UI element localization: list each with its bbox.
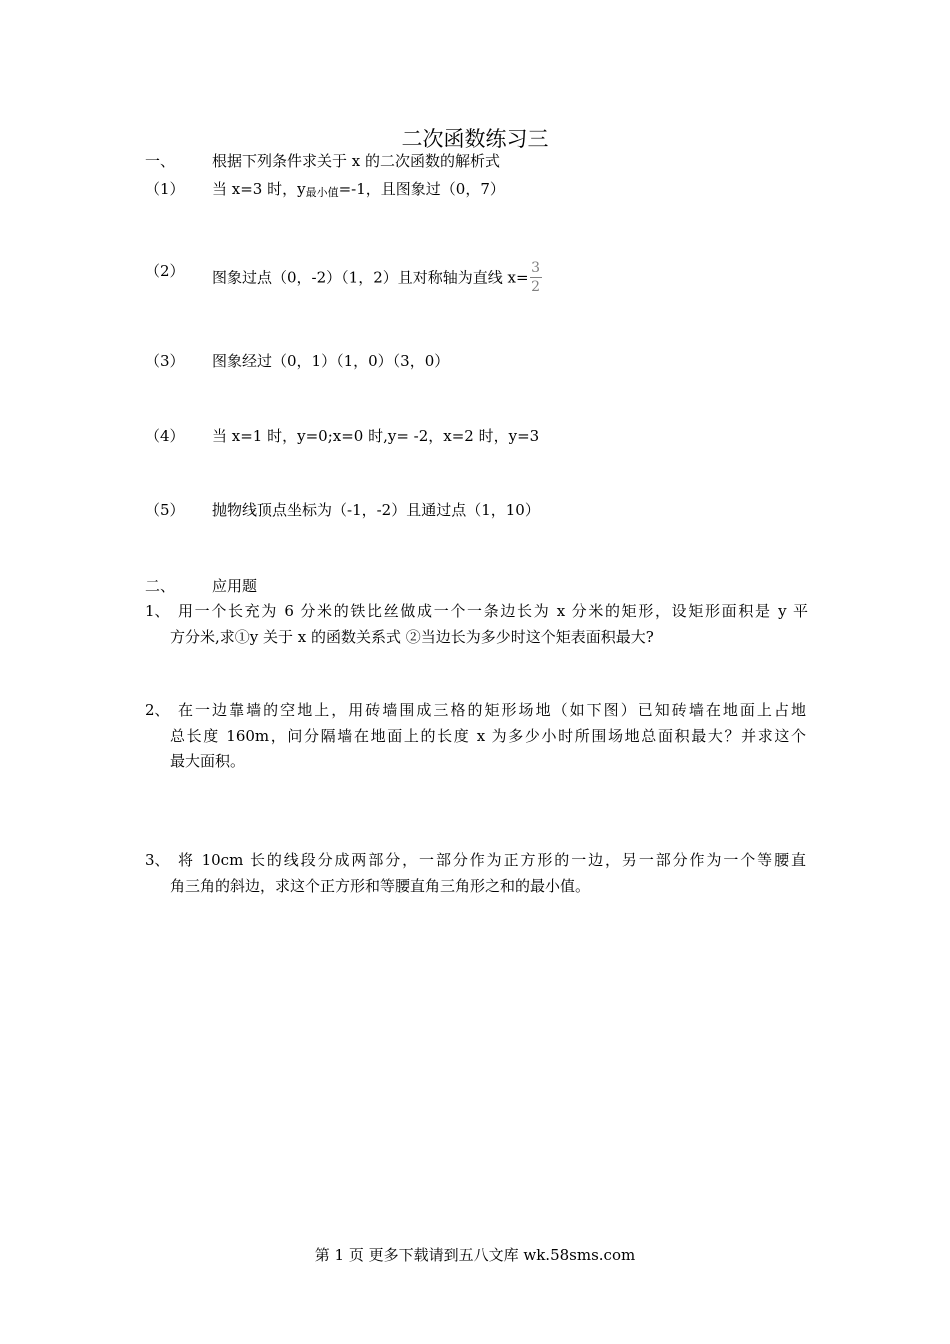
item3-text: 图象经过（0，1）（1，0）（3，0） xyxy=(212,352,450,370)
item2-text-a: 图象过点（0，-2）（1，2）且对称轴为直线 x= xyxy=(212,268,529,287)
problem1-line2: 方分米,求①y 关于 x 的函数关系式 ②当边长为多少时这个矩表面积最大? xyxy=(170,628,654,646)
item1-text-b: =-1，且图象过（0，7） xyxy=(338,180,505,198)
item1-number: （1） xyxy=(145,180,185,198)
problem1-line1: 用一个长充为 6 分米的铁比丝做成一个一条边长为 x 分米的矩形，设矩形面积是 y 平 xyxy=(178,602,808,620)
item5-text: 抛物线顶点坐标为（-1，-2）且通过点（1，10） xyxy=(212,501,540,519)
item3-number: （3） xyxy=(145,352,185,370)
problem3-number: 3、 xyxy=(145,851,170,869)
fraction-denominator: 2 xyxy=(531,279,540,295)
item4-text: 当 x=1 时，y=0;x=0 时,y= -2，x=2 时，y=3 xyxy=(212,427,540,445)
page-footer: 第 1 页 更多下载请到五八文库 wk.58sms.com xyxy=(314,1246,636,1264)
section2-number: 二、 xyxy=(145,577,176,595)
problem2-line2: 总长度 160m，问分隔墙在地面上的长度 x 为多少小时所围场地总面积最大？并求这个 xyxy=(170,727,806,745)
page-title: 二次函数练习三 xyxy=(401,127,549,151)
problem2-line3: 最大面积。 xyxy=(170,752,246,770)
fraction-bar xyxy=(530,277,542,278)
item5-number: （5） xyxy=(145,501,185,519)
section1-heading: 根据下列条件求关于 x 的二次函数的解析式 xyxy=(212,152,500,170)
fraction xyxy=(530,260,542,295)
item1-text-a: 当 x=3 时，y xyxy=(212,180,306,198)
item2-number: （2） xyxy=(145,262,185,280)
section2-heading: 应用题 xyxy=(212,577,258,595)
item1-text xyxy=(212,179,505,201)
problem2-number: 2、 xyxy=(145,701,170,719)
problem3-line1: 将 10cm 长的线段分成两部分，一部分作为正方形的一边，另一部分作为一个等腰直 xyxy=(178,851,806,869)
problem3-line2: 角三角的斜边，求这个正方形和等腰直角三角形之和的最小值。 xyxy=(170,877,591,895)
section1-number: 一、 xyxy=(145,152,176,170)
item2-text xyxy=(212,261,542,296)
problem1-number: 1、 xyxy=(145,602,170,620)
fraction-numerator: 3 xyxy=(531,260,540,276)
problem2-line1: 在一边靠墙的空地上，用砖墙围成三格的矩形场地（如下图）已知砖墙在地面上占地 xyxy=(178,701,806,719)
item4-number: （4） xyxy=(145,427,185,445)
item1-subscript: 最小值 xyxy=(305,186,339,199)
